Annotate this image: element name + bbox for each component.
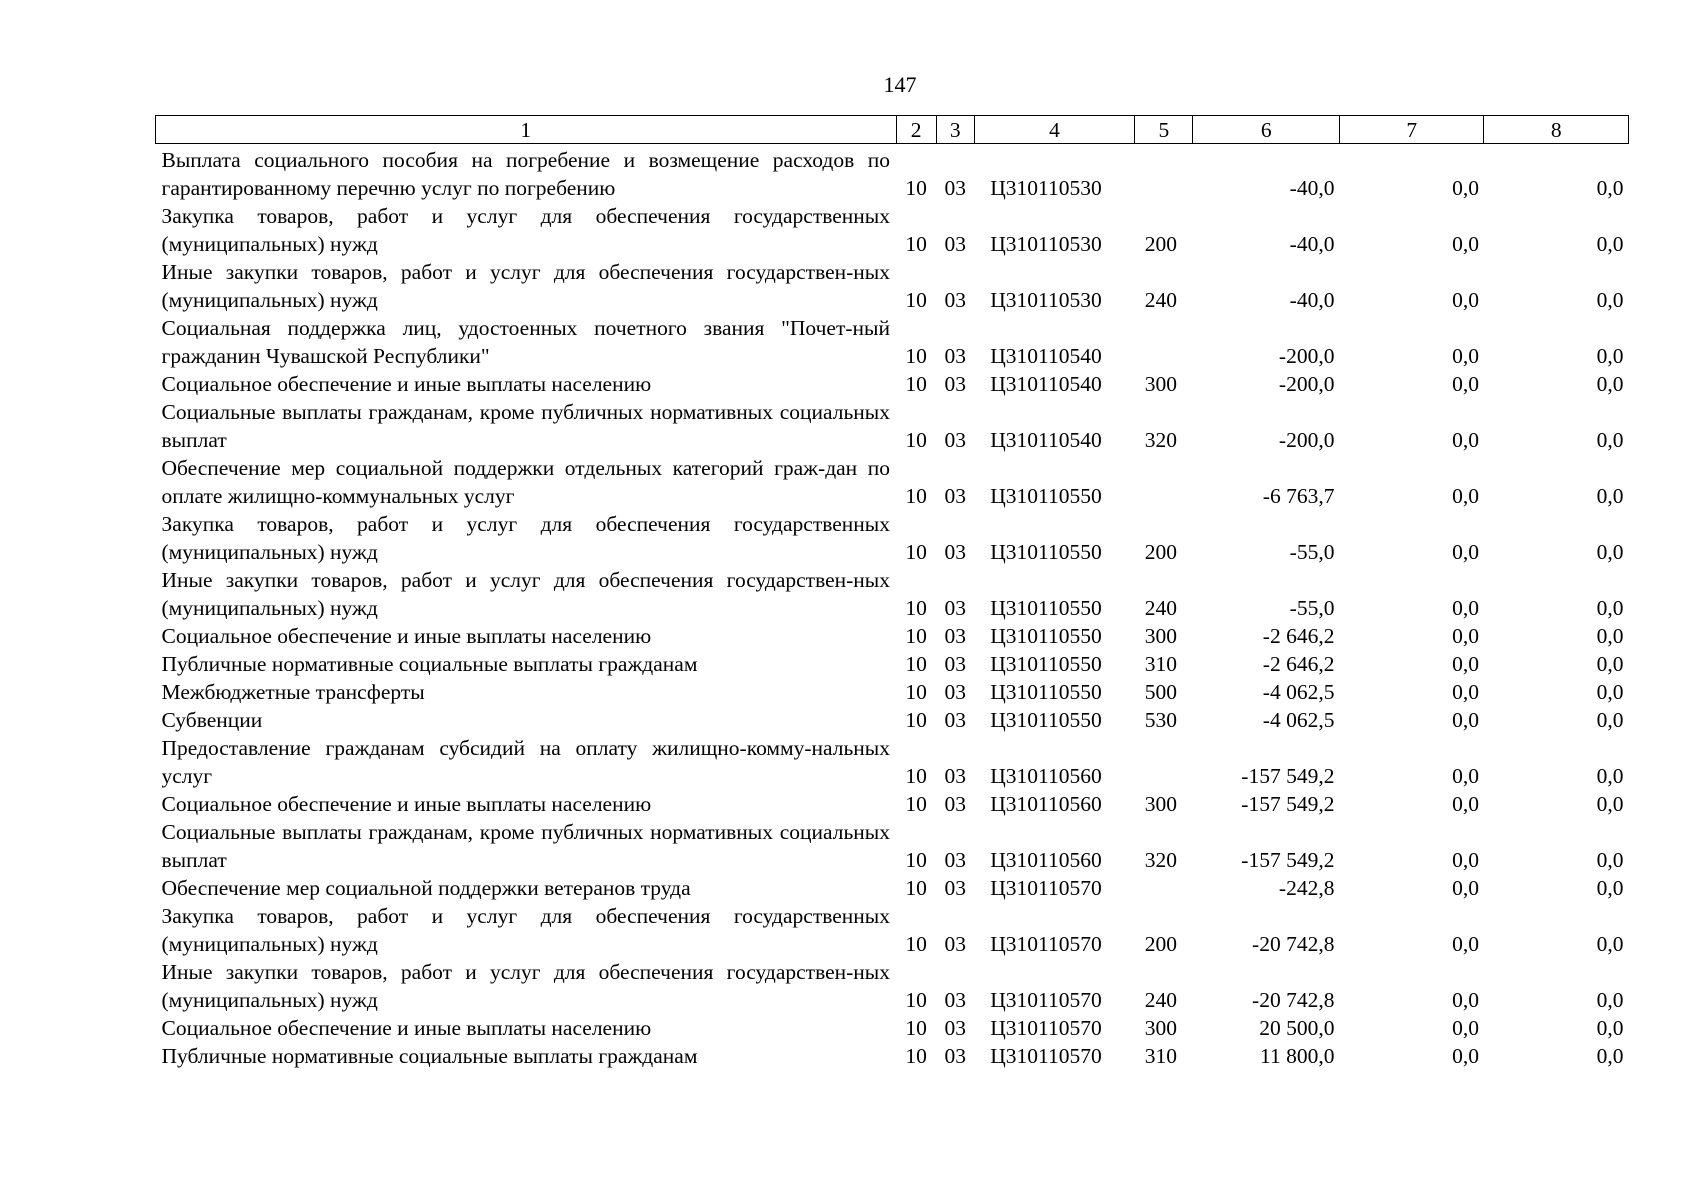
section-cell: 10 bbox=[905, 652, 927, 676]
column-header-6: 6 bbox=[1193, 116, 1339, 144]
subsection-cell: 03 bbox=[944, 428, 966, 452]
table-row bbox=[156, 1014, 1629, 1042]
amount-cell-7: 0,0 bbox=[1452, 792, 1479, 816]
amount-cell-6: -4 062,5 bbox=[1262, 680, 1335, 704]
amount-cell-7: 0,0 bbox=[1452, 708, 1479, 732]
amount-cell-8: 0,0 bbox=[1596, 372, 1624, 396]
table-row bbox=[156, 1042, 1629, 1070]
expense-type-cell: 530 bbox=[1144, 708, 1178, 732]
table-row bbox=[156, 258, 1629, 314]
target-article-cell: Ц310110570 bbox=[990, 932, 1102, 956]
row-name-cell: Закупка товаров, работ и услуг для обеспечения государственных (муниципальных) нужд bbox=[161, 204, 890, 256]
header-row bbox=[156, 116, 1629, 144]
target-article-cell: Ц310110550 bbox=[990, 708, 1102, 732]
target-article-cell: Ц310110540 bbox=[990, 428, 1102, 452]
amount-cell-8: 0,0 bbox=[1596, 652, 1624, 676]
column-header-8: 8 bbox=[1484, 116, 1629, 144]
table-row bbox=[156, 510, 1629, 566]
expense-type-cell: 200 bbox=[1144, 232, 1178, 256]
table-row bbox=[156, 650, 1629, 678]
section-cell: 10 bbox=[905, 372, 927, 396]
target-article-cell: Ц310110570 bbox=[990, 876, 1102, 900]
page-number: 147 bbox=[883, 72, 917, 97]
target-article-cell: Ц310110530 bbox=[990, 176, 1102, 200]
amount-cell-8: 0,0 bbox=[1596, 680, 1624, 704]
amount-cell-7: 0,0 bbox=[1452, 876, 1479, 900]
amount-cell-7: 0,0 bbox=[1452, 232, 1479, 256]
subsection-cell: 03 bbox=[944, 540, 966, 564]
amount-cell-7: 0,0 bbox=[1452, 428, 1479, 452]
subsection-cell: 03 bbox=[944, 680, 966, 704]
section-cell: 10 bbox=[905, 708, 927, 732]
subsection-cell: 03 bbox=[944, 624, 966, 648]
target-article-cell: Ц310110560 bbox=[990, 848, 1102, 872]
subsection-cell: 03 bbox=[944, 1016, 966, 1040]
amount-cell-8: 0,0 bbox=[1596, 1044, 1624, 1068]
amount-cell-7: 0,0 bbox=[1452, 848, 1479, 872]
amount-cell-7: 0,0 bbox=[1452, 540, 1479, 564]
expense-type-cell: 320 bbox=[1144, 848, 1178, 872]
table-row bbox=[156, 144, 1629, 203]
target-article-cell: Ц310110550 bbox=[990, 652, 1102, 676]
amount-cell-7: 0,0 bbox=[1452, 288, 1479, 312]
row-name-cell: Социальная поддержка лиц, удостоенных почетного звания "Почет-ный гражданин Чувашской Республики" bbox=[161, 316, 890, 368]
row-name-cell: Социальное обеспечение и иные выплаты населению bbox=[161, 372, 652, 396]
section-cell: 10 bbox=[905, 344, 927, 368]
target-article-cell: Ц310110550 bbox=[990, 596, 1102, 620]
table-row bbox=[156, 678, 1629, 706]
expense-type-cell: 320 bbox=[1144, 428, 1178, 452]
row-name-cell: Социальное обеспечение и иные выплаты населению bbox=[161, 624, 652, 648]
row-name-cell: Закупка товаров, работ и услуг для обеспечения государственных (муниципальных) нужд bbox=[161, 904, 890, 956]
table-header bbox=[156, 116, 1629, 144]
amount-cell-8: 0,0 bbox=[1596, 344, 1624, 368]
table-row bbox=[156, 202, 1629, 258]
amount-cell-6: -157 549,2 bbox=[1241, 792, 1335, 816]
amount-cell-6: -20 742,8 bbox=[1252, 988, 1335, 1012]
row-name-cell: Обеспечение мер социальной поддержки ветеранов труда bbox=[161, 876, 691, 900]
table-row bbox=[156, 566, 1629, 622]
amount-cell-8: 0,0 bbox=[1596, 792, 1624, 816]
table-row bbox=[156, 454, 1629, 510]
amount-cell-8: 0,0 bbox=[1596, 708, 1624, 732]
amount-cell-8: 0,0 bbox=[1596, 596, 1624, 620]
amount-cell-6: -40,0 bbox=[1289, 232, 1335, 256]
row-name-cell: Иные закупки товаров, работ и услуг для обеспечения государствен-ных (муниципальных) нужд bbox=[161, 568, 890, 620]
amount-cell-7: 0,0 bbox=[1452, 176, 1479, 200]
amount-cell-6: -6 763,7 bbox=[1262, 484, 1335, 508]
row-name-cell: Закупка товаров, работ и услуг для обеспечения государственных (муниципальных) нужд bbox=[161, 512, 890, 564]
row-name-cell: Выплата социального пособия на погребение и возмещение расходов по гарантированному перечню услуг по погребению bbox=[161, 148, 890, 200]
target-article-cell: Ц310110550 bbox=[990, 624, 1102, 648]
table-row bbox=[156, 958, 1629, 1014]
section-cell: 10 bbox=[905, 540, 927, 564]
section-cell: 10 bbox=[905, 792, 927, 816]
amount-cell-7: 0,0 bbox=[1452, 624, 1479, 648]
amount-cell-7: 0,0 bbox=[1452, 484, 1479, 508]
subsection-cell: 03 bbox=[944, 232, 966, 256]
expense-type-cell: 200 bbox=[1144, 540, 1178, 564]
expense-type-cell: 300 bbox=[1144, 372, 1178, 396]
amount-cell-7: 0,0 bbox=[1452, 652, 1479, 676]
section-cell: 10 bbox=[905, 848, 927, 872]
expense-type-cell bbox=[1135, 874, 1193, 902]
column-header-7: 7 bbox=[1339, 116, 1483, 144]
amount-cell-6: -200,0 bbox=[1278, 344, 1335, 368]
amount-cell-6: -200,0 bbox=[1278, 428, 1335, 452]
row-name-cell: Иные закупки товаров, работ и услуг для обеспечения государствен-ных (муниципальных) нужд bbox=[161, 260, 890, 312]
amount-cell-6: -40,0 bbox=[1289, 288, 1335, 312]
target-article-cell: Ц310110550 bbox=[990, 484, 1102, 508]
section-cell: 10 bbox=[905, 876, 927, 900]
target-article-cell: Ц310110530 bbox=[990, 232, 1102, 256]
amount-cell-8: 0,0 bbox=[1596, 624, 1624, 648]
table-row bbox=[156, 734, 1629, 790]
table-row bbox=[156, 622, 1629, 650]
section-cell: 10 bbox=[905, 1044, 927, 1068]
target-article-cell: Ц310110570 bbox=[990, 988, 1102, 1012]
expense-type-cell: 500 bbox=[1144, 680, 1178, 704]
target-article-cell: Ц310110560 bbox=[990, 764, 1102, 788]
subsection-cell: 03 bbox=[944, 848, 966, 872]
amount-cell-6: 20 500,0 bbox=[1259, 1016, 1335, 1040]
expense-type-cell: 310 bbox=[1144, 1044, 1178, 1068]
amount-cell-7: 0,0 bbox=[1452, 1016, 1479, 1040]
expense-type-cell: 240 bbox=[1144, 596, 1178, 620]
amount-cell-6: 11 800,0 bbox=[1260, 1044, 1335, 1068]
subsection-cell: 03 bbox=[944, 372, 966, 396]
row-name-cell: Предоставление гражданам субсидий на оплату жилищно-комму-нальных услуг bbox=[161, 736, 890, 788]
amount-cell-7: 0,0 bbox=[1452, 1044, 1479, 1068]
column-header-2: 2 bbox=[896, 116, 936, 144]
row-name-cell: Публичные нормативные социальные выплаты гражданам bbox=[161, 652, 698, 676]
row-name-cell: Межбюджетные трансферты bbox=[161, 680, 425, 704]
row-name-cell: Социальные выплаты гражданам, кроме публичных нормативных социальных выплат bbox=[161, 820, 890, 872]
expense-type-cell bbox=[1135, 144, 1193, 203]
target-article-cell: Ц310110560 bbox=[990, 792, 1102, 816]
expense-type-cell: 240 bbox=[1144, 988, 1178, 1012]
subsection-cell: 03 bbox=[944, 484, 966, 508]
column-header-1: 1 bbox=[156, 116, 897, 144]
table-row bbox=[156, 706, 1629, 734]
amount-cell-8: 0,0 bbox=[1596, 848, 1624, 872]
amount-cell-7: 0,0 bbox=[1452, 596, 1479, 620]
table-row bbox=[156, 902, 1629, 958]
expense-type-cell bbox=[1135, 314, 1193, 370]
section-cell: 10 bbox=[905, 428, 927, 452]
expense-type-cell: 310 bbox=[1144, 652, 1178, 676]
target-article-cell: Ц310110570 bbox=[990, 1044, 1102, 1068]
amount-cell-6: -157 549,2 bbox=[1241, 848, 1335, 872]
section-cell: 10 bbox=[905, 484, 927, 508]
expense-type-cell: 300 bbox=[1144, 624, 1178, 648]
amount-cell-8: 0,0 bbox=[1596, 232, 1624, 256]
amount-cell-8: 0,0 bbox=[1596, 764, 1624, 788]
section-cell: 10 bbox=[905, 176, 927, 200]
column-header-4: 4 bbox=[974, 116, 1135, 144]
amount-cell-7: 0,0 bbox=[1452, 764, 1479, 788]
subsection-cell: 03 bbox=[944, 708, 966, 732]
subsection-cell: 03 bbox=[944, 344, 966, 368]
subsection-cell: 03 bbox=[944, 652, 966, 676]
section-cell: 10 bbox=[905, 232, 927, 256]
target-article-cell: Ц310110530 bbox=[990, 288, 1102, 312]
expense-type-cell: 240 bbox=[1144, 288, 1178, 312]
amount-cell-6: -200,0 bbox=[1278, 372, 1335, 396]
amount-cell-8: 0,0 bbox=[1596, 176, 1624, 200]
amount-cell-6: -4 062,5 bbox=[1262, 708, 1335, 732]
table-row bbox=[156, 314, 1629, 370]
subsection-cell: 03 bbox=[944, 596, 966, 620]
budget-table bbox=[155, 115, 1629, 1070]
amount-cell-6: -40,0 bbox=[1289, 176, 1335, 200]
expense-type-cell bbox=[1135, 454, 1193, 510]
amount-cell-6: -157 549,2 bbox=[1241, 764, 1335, 788]
table-row bbox=[156, 370, 1629, 398]
amount-cell-8: 0,0 bbox=[1596, 988, 1624, 1012]
table-body bbox=[156, 144, 1629, 1071]
table-row bbox=[156, 790, 1629, 818]
target-article-cell: Ц310110540 bbox=[990, 372, 1102, 396]
amount-cell-6: -20 742,8 bbox=[1252, 932, 1335, 956]
row-name-cell: Иные закупки товаров, работ и услуг для обеспечения государствен-ных (муниципальных) нужд bbox=[161, 960, 890, 1012]
amount-cell-7: 0,0 bbox=[1452, 372, 1479, 396]
amount-cell-6: -242,8 bbox=[1278, 876, 1335, 900]
row-name-cell: Обеспечение мер социальной поддержки отдельных категорий граж-дан по оплате жилищно-коммунальных услуг bbox=[161, 456, 890, 508]
row-name-cell: Публичные нормативные социальные выплаты гражданам bbox=[161, 1044, 698, 1068]
expense-type-cell: 300 bbox=[1144, 1016, 1178, 1040]
amount-cell-6: -2 646,2 bbox=[1262, 624, 1335, 648]
expense-type-cell: 300 bbox=[1144, 792, 1178, 816]
amount-cell-8: 0,0 bbox=[1596, 1016, 1624, 1040]
table-row bbox=[156, 398, 1629, 454]
amount-cell-6: -2 646,2 bbox=[1262, 652, 1335, 676]
target-article-cell: Ц310110540 bbox=[990, 344, 1102, 368]
row-name-cell: Социальное обеспечение и иные выплаты населению bbox=[161, 792, 652, 816]
amount-cell-7: 0,0 bbox=[1452, 680, 1479, 704]
subsection-cell: 03 bbox=[944, 876, 966, 900]
section-cell: 10 bbox=[905, 596, 927, 620]
subsection-cell: 03 bbox=[944, 1044, 966, 1068]
section-cell: 10 bbox=[905, 624, 927, 648]
row-name-cell: Социальное обеспечение и иные выплаты населению bbox=[161, 1016, 652, 1040]
target-article-cell: Ц310110550 bbox=[990, 680, 1102, 704]
amount-cell-8: 0,0 bbox=[1596, 288, 1624, 312]
column-header-3: 3 bbox=[936, 116, 974, 144]
amount-cell-7: 0,0 bbox=[1452, 932, 1479, 956]
section-cell: 10 bbox=[905, 988, 927, 1012]
amount-cell-6: -55,0 bbox=[1289, 596, 1335, 620]
subsection-cell: 03 bbox=[944, 988, 966, 1012]
row-name-cell: Субвенции bbox=[161, 708, 263, 732]
section-cell: 10 bbox=[905, 1016, 927, 1040]
subsection-cell: 03 bbox=[944, 288, 966, 312]
amount-cell-8: 0,0 bbox=[1596, 876, 1624, 900]
column-header-5: 5 bbox=[1135, 116, 1193, 144]
amount-cell-7: 0,0 bbox=[1452, 988, 1479, 1012]
expense-type-cell bbox=[1135, 734, 1193, 790]
table-row bbox=[156, 818, 1629, 874]
expense-type-cell: 200 bbox=[1144, 932, 1178, 956]
subsection-cell: 03 bbox=[944, 792, 966, 816]
amount-cell-8: 0,0 bbox=[1596, 540, 1624, 564]
section-cell: 10 bbox=[905, 680, 927, 704]
row-name-cell: Социальные выплаты гражданам, кроме публичных нормативных социальных выплат bbox=[161, 400, 890, 452]
subsection-cell: 03 bbox=[944, 176, 966, 200]
subsection-cell: 03 bbox=[944, 764, 966, 788]
amount-cell-8: 0,0 bbox=[1596, 484, 1624, 508]
amount-cell-6: -55,0 bbox=[1289, 540, 1335, 564]
subsection-cell: 03 bbox=[944, 932, 966, 956]
amount-cell-8: 0,0 bbox=[1596, 932, 1624, 956]
target-article-cell: Ц310110570 bbox=[990, 1016, 1102, 1040]
section-cell: 10 bbox=[905, 932, 927, 956]
section-cell: 10 bbox=[905, 764, 927, 788]
amount-cell-7: 0,0 bbox=[1452, 344, 1479, 368]
target-article-cell: Ц310110550 bbox=[990, 540, 1102, 564]
table-row bbox=[156, 874, 1629, 902]
section-cell: 10 bbox=[905, 288, 927, 312]
amount-cell-8: 0,0 bbox=[1596, 428, 1624, 452]
